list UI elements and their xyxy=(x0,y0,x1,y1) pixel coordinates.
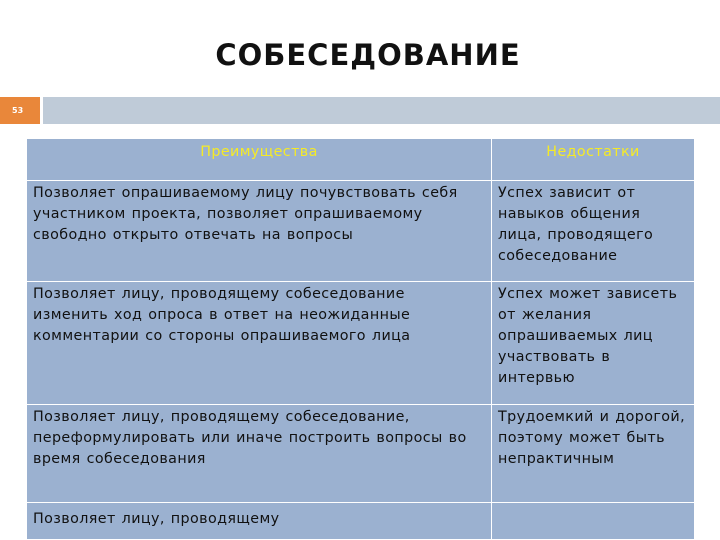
disadvantage-cell: Успех может зависеть от желания опрашиваемых лиц участвовать в интервью xyxy=(492,282,695,405)
advantage-cell: Позволяет лицу, проводящему собеседование изменить ход опроса в ответ на неожиданные комментарии со стороны опрашиваемого лица xyxy=(27,282,492,405)
header-disadvantages: Недостатки xyxy=(492,139,695,181)
table-row xyxy=(27,405,695,503)
table-row xyxy=(27,503,695,540)
advantage-cell: Позволяет лицу, проводящему xyxy=(27,503,492,540)
disadvantage-cell xyxy=(492,503,695,540)
slide-title: СОБЕСЕДОВАНИЕ xyxy=(215,38,521,72)
slide-number-badge: 53 xyxy=(0,97,40,124)
disadvantage-cell: Успех зависит от навыков общения лица, проводящего собеседование xyxy=(492,181,695,282)
table-row xyxy=(27,181,695,282)
header-bar xyxy=(43,97,720,124)
disadvantage-cell: Трудоемкий и дорогой, поэтому может быть непрактичным xyxy=(492,405,695,503)
advantage-cell: Позволяет опрашиваемому лицу почувствовать себя участником проекта, позволяет опрашиваемому свободно открыто отвечать на вопросы xyxy=(27,181,492,282)
table-row xyxy=(27,282,695,405)
table-header-row xyxy=(27,139,695,181)
header-advantages: Преимущества xyxy=(27,139,492,181)
comparison-table xyxy=(26,138,695,540)
advantage-cell: Позволяет лицу, проводящему собеседование, переформулировать или иначе построить вопросы во время собеседования xyxy=(27,405,492,503)
